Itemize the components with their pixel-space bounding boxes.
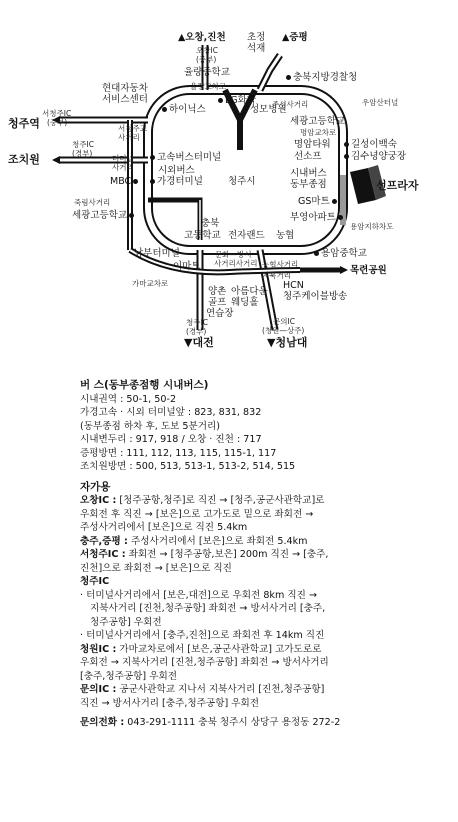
label-yulryang-school: 율량중학교 (184, 67, 230, 78)
label-cheongju-si: 청주시 (228, 176, 256, 187)
label-jochiwon: 조치원 (8, 153, 40, 166)
directions-panel (80, 376, 450, 730)
label-express-terminal: 고속버스터미널 (150, 152, 221, 163)
label-nonghyup-crossing: 농협사거리 (262, 260, 299, 269)
label-service: 서비스센터 (102, 94, 148, 105)
label-mbc: MBC (110, 176, 140, 187)
label-buyeong: 부영아파트 (290, 212, 345, 223)
label-cheongju-ic-bottom: 청주IC (186, 318, 208, 327)
label-cheongju-ic-bottom-sub: (경부) (186, 327, 207, 336)
label-seocheongju-ic: 서청주IC (42, 109, 72, 118)
label-myeongam-road: 명암교차로 (300, 128, 337, 137)
label-golf: 골프 (208, 297, 227, 308)
label-city-bus-terminal: 시외버스 (158, 165, 195, 176)
label-chungbuk-school: 충북 (201, 218, 220, 229)
label-lg: LG화학 (218, 95, 256, 106)
label-ochang-ic: 오창IC (196, 46, 218, 55)
label-terminal-crossing: 터미널 (112, 154, 134, 163)
label-seocheongju-crossing: 서청주교 (118, 124, 147, 133)
label-cheongju-ic-left-sub: (경부) (72, 149, 93, 158)
cheongwon-line-3: [충주,청주공항] 우회전 (80, 670, 177, 682)
label-yongam-middle: 용암중학교 (314, 248, 367, 259)
cheongju-ic-line-4: · 터미널사거리에서 [충주,진천]으로 좌회전 후 14km 직진 (80, 630, 325, 641)
ochang-line-2: 우회전 후 직진 → [보은]으로 고가도로 밑으로 좌회전 → (80, 508, 314, 520)
label-seocheongju-ic-sub: (중부) (47, 118, 68, 127)
label-dongbu-bus2: 동부종점 (290, 179, 327, 190)
label-seocheongju-crossing2: 사거리 (118, 133, 140, 142)
label-boeun: ▼청남대 (267, 336, 308, 349)
label-hyundai: 현대자동차 (102, 83, 148, 94)
label-daejeon: ▼대전 (184, 336, 214, 349)
label-nonghyup: 농협 (276, 230, 295, 241)
label-police: 충북지방경찰청 (286, 72, 357, 83)
label-munwha-crossing: 문화—방서 (215, 250, 252, 259)
label-gamari: 가마교차로 (132, 279, 169, 288)
cheongju-ic-line-2: 지북사거리 [진천,청주공항] 좌회전 → 방서사거리 [충주, (90, 603, 326, 614)
car-title: 자가용 (80, 480, 111, 493)
label-golf-practice: 연습장 (206, 308, 234, 319)
label-nambu-terminal: 남부터미널 (134, 248, 180, 259)
ochang-line-3: 주성사거리에서 [보은]으로 직진 5.4km (80, 522, 248, 533)
label-myeongam-tower: 명암타워 (294, 139, 331, 150)
cheongwon-line-2: 우회전 → 지북사거리 [진천,청주공항] 좌회전 → 방서사거리 (80, 657, 329, 668)
seocheongju-line-2: 진천]으로 좌회전 → [보은]으로 직진 (80, 562, 232, 574)
label-seonso: 선소프 (294, 151, 322, 162)
chungju-line: 충주,증평 : 주성사거리에서 [보은]으로 좌회전 5.4km (80, 535, 308, 547)
label-terminal-crossing2: 사거리 (112, 163, 134, 172)
label-hcn2: 청주케이블방송 (283, 291, 348, 302)
label-cheongju-station: 청주역 (8, 117, 40, 130)
label-jeungpyeong: ▲증평 (282, 32, 308, 43)
bus-line-3: (동부종점 하차 후, 도보 5분거리) (80, 420, 221, 432)
bus-title: 버 스(동부종점행 시내버스) (80, 379, 209, 391)
location-map (0, 0, 458, 370)
label-mokryeon: 목련공원 (350, 265, 387, 276)
label-ochang: ▲오창,진천 (178, 32, 226, 43)
label-cheongju-ic-left: 청주IC (72, 140, 94, 149)
label-jusung: 주성사거리 (272, 100, 309, 109)
cheongju-ic-line-1: · 터미널사거리에서 [보은,대전]으로 우회전 8km 직진 → (80, 589, 318, 601)
bus-line-4: 시내변두리 : 917, 918 / 오창 · 진천 : 717 (80, 434, 262, 445)
label-munui-ic-sub: (청원—상주) (262, 326, 305, 335)
bus-line-2: 가경고속 · 시외 터미널앞 : 823, 831, 832 (80, 407, 262, 418)
cheongwon-line-1: 청원IC : 가마교차로에서 [보은,공군사관학교] 고가도로로 (80, 643, 322, 655)
label-gs-mart: GS마트 (298, 196, 339, 207)
label-seokjae: 석재 (247, 43, 266, 54)
label-city-bus-terminal2: 가경터미널 (150, 176, 203, 187)
bus-line-5: 증평방면 : 111, 112, 113, 115, 115-1, 117 (80, 447, 277, 459)
label-emart: 이마트 (173, 261, 201, 272)
bus-line-6: 조치원방면 : 500, 513, 513-1, 513-2, 514, 515 (80, 461, 296, 472)
phone-line: 문의전화 : 043-291-1111 충북 청주시 상당구 용정동 272-2 (80, 717, 341, 728)
bus-line-1: 시내권역 : 50-1, 50-2 (80, 393, 177, 405)
label-sungmo: 성모병원 (250, 104, 287, 115)
label-yangchon: 양촌 (208, 286, 227, 297)
label-kimsu: 김수녕양궁장 (344, 151, 406, 162)
label-sewang-top: 세광고등학교 (290, 116, 346, 127)
label-yulryang-road: 율량교차로 (190, 82, 227, 91)
label-munwha-crossing2: 사거리사거리 (214, 259, 258, 268)
label-electronics-land: 전자랜드 (228, 230, 265, 241)
label-sunplaza: 선프라자 (376, 179, 419, 192)
munui-line-2: 직진 → 방서사거리 [충주,청주공항] 우회전 (80, 697, 260, 709)
label-gilseong: 길성이백숙 (344, 139, 397, 150)
label-hynix: 하이닉스 (162, 104, 206, 115)
label-sewang-left: 세광고등학교 (72, 210, 136, 221)
label-arumdaun: 아름다운 (231, 286, 268, 297)
label-jibuk: 지북거리 (262, 271, 291, 280)
label-chojeong: 초정 (247, 32, 266, 43)
label-woosan: 우암산터널 (362, 98, 399, 107)
label-jukrim: 죽림사거리 (74, 198, 111, 207)
label-hcn: HCN (283, 280, 304, 291)
seocheongju-line-1: 서청주IC : 좌회전 → [청주공항,보은] 200m 직진 → [충주, (80, 549, 329, 560)
label-yongam-ic: 용암지하차도 (350, 222, 394, 231)
label-munui-ic: 문의IC (273, 317, 295, 326)
label-chungbuk-school2: 고등학교 (184, 230, 221, 241)
munui-line-1: 문의IC : 공군사관학교 지나서 지북사거리 [진천,청주공항] (80, 684, 325, 695)
cheongju-ic-line-3: 청주공항] 우회전 (90, 616, 162, 628)
label-wedding: 웨딩홀 (231, 297, 259, 308)
cheongju-ic-title: 청주IC (80, 576, 110, 587)
label-ochang-ic-sub: (중부) (196, 55, 217, 64)
ochang-line-1: 오창IC : [청주공항,청주]로 직진 → [청주,공군사관학교]로 (80, 495, 325, 506)
label-dongbu-bus: 시내버스 (290, 168, 327, 179)
